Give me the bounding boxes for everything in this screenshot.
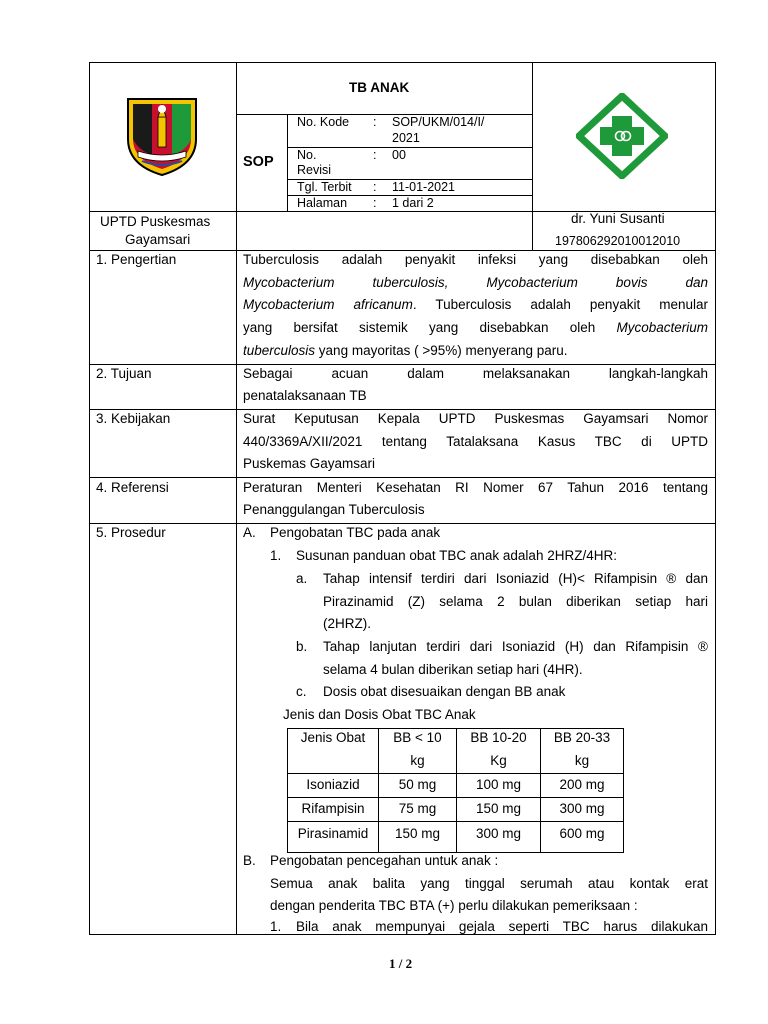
signer-nip: 197806292010012010 xyxy=(555,234,681,248)
sop-label: SOP xyxy=(243,154,274,170)
table-header: BB < 10 xyxy=(393,730,442,745)
signer-name: dr. Yuni Susanti xyxy=(571,211,665,226)
org-name: UPTD Puskesmas xyxy=(100,214,211,229)
table-header: Jenis Obat xyxy=(300,730,366,745)
org-location: Gayamsari xyxy=(125,232,191,247)
city-crest-logo xyxy=(124,95,200,177)
section-label: 1. Pengertian xyxy=(96,252,177,267)
table-caption: Jenis dan Dosis Obat TBC Anak xyxy=(283,707,476,722)
document-title: TB ANAK xyxy=(349,80,410,95)
page-number: 1 / 2 xyxy=(389,956,413,971)
puskesmas-logo xyxy=(576,93,668,179)
table-header: BB 20-33 xyxy=(553,730,611,745)
table-header: BB 10-20 xyxy=(470,730,527,745)
